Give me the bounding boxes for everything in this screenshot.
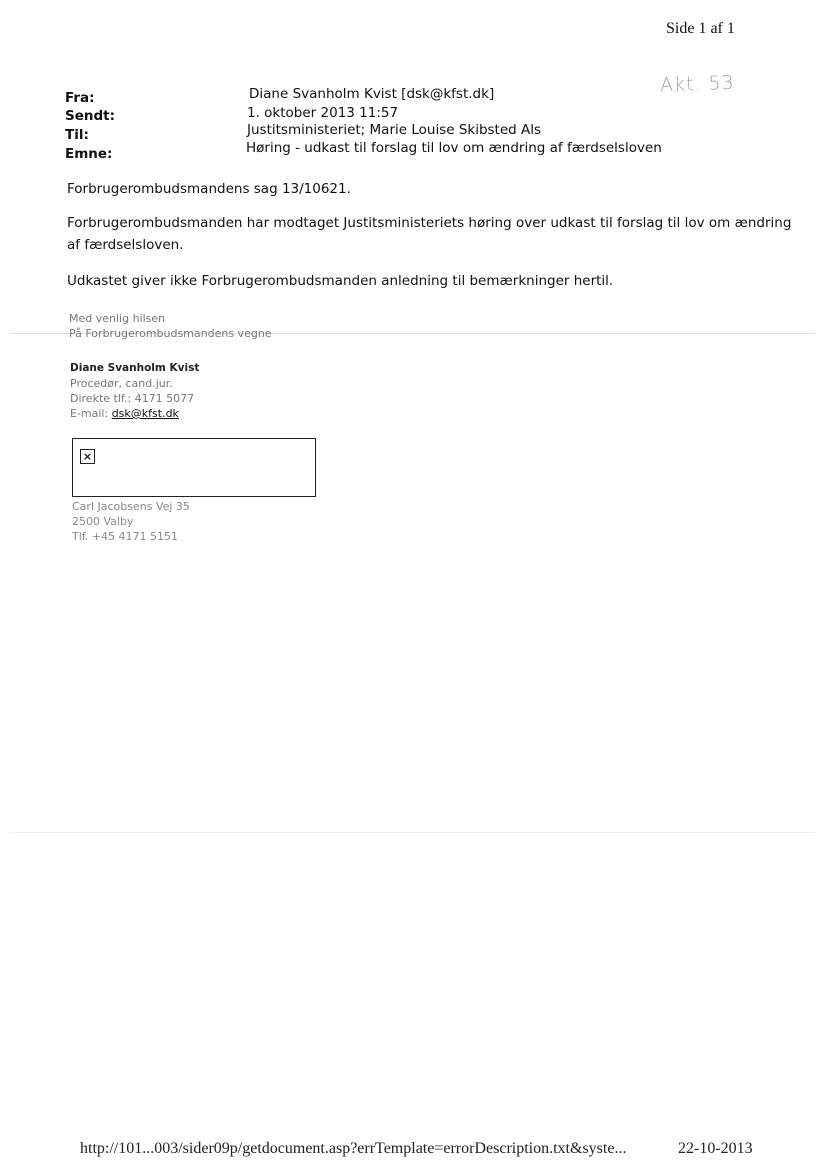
address-phone: Tlf. +45 4171 5151 [72, 530, 179, 543]
body-paragraph-1-line-1: Forbrugerombudsmanden har modtaget Justitsministeriets høring over udkast til forslag til lov om ændring [67, 215, 792, 231]
logo-image-placeholder [72, 438, 316, 497]
sent-value: 1. oktober 2013 11:57 [247, 105, 399, 121]
signature-on-behalf: På Forbrugerombudsmandens vegne [69, 327, 272, 340]
page-number: Side 1 af 1 [666, 20, 735, 37]
footer-url: http://101...003/sider09p/getdocument.asp?errTemplate=errorDescription.txt&syste... [80, 1140, 627, 1157]
divider-lower [10, 832, 815, 833]
signature-email-line [70, 407, 179, 420]
signature-phone: Direkte tlf.: 4171 5077 [70, 392, 195, 405]
footer-date: 22-10-2013 [678, 1140, 753, 1157]
handwritten-note: Akt. 53 [659, 71, 736, 97]
to-label: Til: [65, 127, 89, 143]
address-street: Carl Jacobsens Vej 35 [72, 500, 190, 513]
signature-greeting: Med venlig hilsen [69, 312, 166, 325]
signature-name: Diane Svanholm Kvist [70, 362, 200, 374]
case-reference: Forbrugerombudsmandens sag 13/10621. [67, 181, 351, 197]
broken-image-icon: × [80, 449, 95, 464]
subject-value: Høring - udkast til forslag til lov om ændring af færdselsloven [246, 140, 662, 156]
body-paragraph-1-line-2: af færdselsloven. [67, 237, 184, 253]
body-paragraph-2: Udkastet giver ikke Forbrugerombudsmanden anledning til bemærkninger hertil. [67, 273, 614, 289]
from-value: Diane Svanholm Kvist [dsk@kfst.dk] [249, 86, 495, 102]
to-value: Justitsministeriet; Marie Louise Skibsted Als [247, 122, 542, 138]
sent-label: Sendt: [65, 108, 116, 124]
from-label: Fra: [65, 90, 95, 106]
signature-title: Procedør, cand.jur. [70, 377, 173, 390]
address-city: 2500 Valby [72, 515, 134, 528]
signature-email-label: E-mail: [70, 407, 112, 420]
subject-label: Emne: [65, 146, 113, 162]
signature-email-link[interactable]: dsk@kfst.dk [111, 407, 179, 420]
